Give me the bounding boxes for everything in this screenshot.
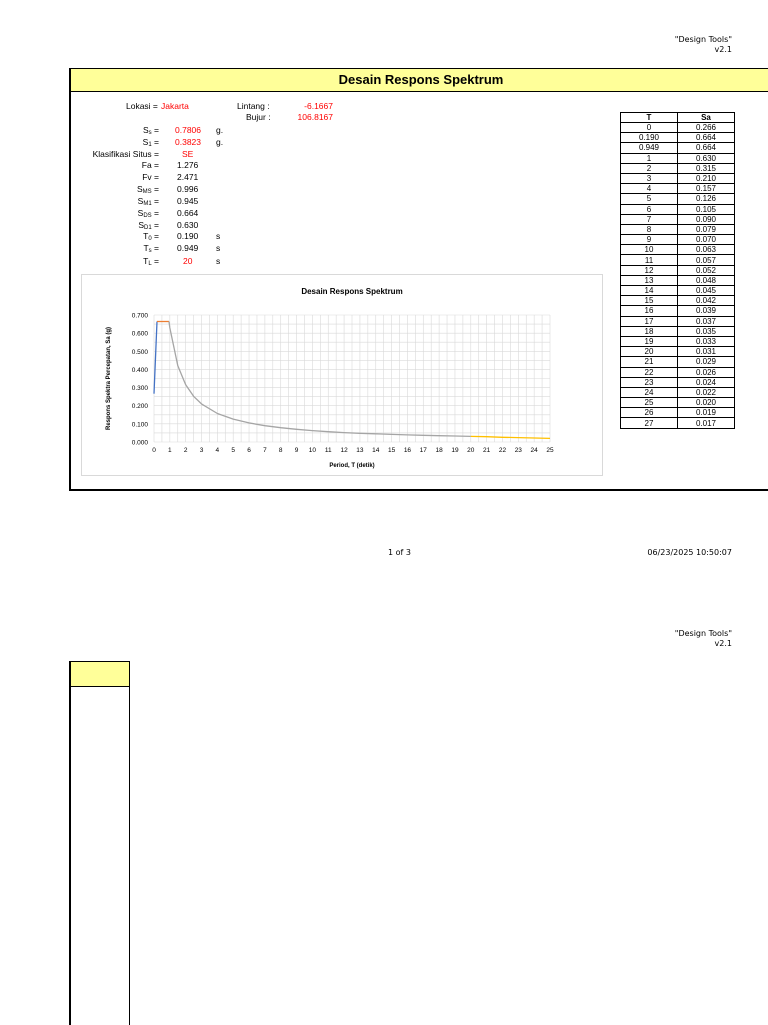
x-tick-label: 18: [435, 447, 443, 454]
table-cell-t: 14: [621, 286, 678, 296]
table-row: [621, 398, 735, 408]
table-row: [621, 296, 735, 306]
table-cell-sa: 0.664: [678, 133, 735, 143]
sds-label: $S_{DS}$ =: [137, 208, 159, 219]
x-tick-label: 8: [278, 447, 283, 454]
x-tick-label: 4: [215, 447, 220, 454]
table-cell-t: 26: [621, 408, 678, 418]
table-cell-sa: 0.063: [678, 245, 735, 255]
table-row: [621, 173, 735, 183]
s1-label: $S_1$ =: [142, 137, 159, 148]
table-cell-sa: 0.033: [678, 336, 735, 346]
table-row: [621, 326, 735, 336]
lintang-label: Lintang :: [237, 101, 270, 111]
table-cell-sa: 0.017: [678, 418, 735, 428]
chart-svg: [82, 275, 602, 475]
table-cell-t: 6: [621, 204, 678, 214]
table-cell-t: 17: [621, 316, 678, 326]
table-cell-sa: 0.029: [678, 357, 735, 367]
lokasi-label: Lokasi =: [126, 101, 158, 111]
page2-sheet-frame: [69, 661, 130, 1025]
table-cell-sa: 0.039: [678, 306, 735, 316]
y-tick-label: 0.300: [131, 385, 148, 393]
site-class-value: SE: [182, 149, 194, 159]
t-sa-table: [620, 112, 735, 429]
table-body: [621, 123, 735, 429]
x-tick-label: 23: [514, 447, 522, 454]
table-cell-t: 10: [621, 245, 678, 255]
table-cell-t: 0.190: [621, 133, 678, 143]
table-cell-t: 5: [621, 194, 678, 204]
ss-unit: g.: [216, 125, 224, 135]
table-cell-sa: 0.630: [678, 153, 735, 163]
table-header-sa: Sa: [678, 113, 735, 123]
sds-value: 0.664: [177, 208, 199, 218]
header-app-name: "Design Tools": [674, 35, 732, 44]
table-cell-sa: 0.315: [678, 163, 735, 173]
table-cell-sa: 0.057: [678, 255, 735, 265]
x-tick-label: 5: [231, 447, 236, 454]
table-cell-t: 19: [621, 336, 678, 346]
page2-header-version: v2.1: [714, 639, 732, 648]
table-cell-t: 15: [621, 296, 678, 306]
ss-label: $S_s$ =: [143, 125, 159, 136]
table-cell-sa: 0.210: [678, 173, 735, 183]
tl-unit: s: [216, 256, 221, 266]
table-cell-t: 24: [621, 387, 678, 397]
table-cell-sa: 0.026: [678, 367, 735, 377]
table-cell-t: 21: [621, 357, 678, 367]
table-cell-t: 13: [621, 275, 678, 285]
tl-value: 20: [183, 256, 193, 266]
table-header-t: T: [621, 113, 678, 123]
series-line-3: [169, 322, 471, 437]
fa-value: 1.276: [177, 160, 199, 170]
table-row: [621, 316, 735, 326]
print-datetime: 06/23/2025 10:50:07: [647, 548, 732, 557]
table-cell-t: 16: [621, 306, 678, 316]
bujur-value: 106.8167: [297, 112, 333, 122]
x-tick-label: 15: [387, 447, 396, 454]
bujur-label: Bujur :: [246, 112, 271, 122]
y-tick-label: 0.400: [131, 366, 148, 374]
sd1-label: $S_{D1}$ =: [138, 220, 159, 231]
ts-unit: s: [216, 243, 221, 253]
x-tick-label: 14: [372, 447, 380, 454]
fv-value: 2.471: [177, 172, 199, 182]
y-tick-label: 0.500: [131, 348, 148, 356]
table-row: [621, 214, 735, 224]
table-row: [621, 245, 735, 255]
table-cell-sa: 0.020: [678, 398, 735, 408]
x-tick-label: 11: [324, 447, 332, 454]
y-tick-label: 0.100: [131, 421, 148, 429]
x-axis-label: Period, T (detik): [329, 463, 375, 469]
table-cell-t: 3: [621, 173, 678, 183]
table-row: [621, 286, 735, 296]
table-row: [621, 255, 735, 265]
table-cell-t: 11: [621, 255, 678, 265]
page2-header-app-name: "Design Tools": [674, 629, 732, 638]
table-row: [621, 153, 735, 163]
t0-unit: s: [216, 231, 221, 241]
x-tick-label: 9: [294, 447, 299, 454]
table-cell-t: 4: [621, 184, 678, 194]
table-row: [621, 377, 735, 387]
table-row: [621, 408, 735, 418]
table-row: [621, 204, 735, 214]
table-row: [621, 163, 735, 173]
table-cell-t: 7: [621, 214, 678, 224]
x-tick-label: 10: [308, 447, 317, 454]
table-row: [621, 306, 735, 316]
fv-label: Fv =: [142, 172, 159, 182]
table-cell-t: 27: [621, 418, 678, 428]
table-row: [621, 123, 735, 133]
page-number: 1 of 3: [388, 548, 411, 557]
table-row: [621, 367, 735, 377]
page-title: Desain Respons Spektrum: [71, 69, 768, 92]
table-cell-t: 18: [621, 326, 678, 336]
sm1-value: 0.945: [177, 196, 199, 206]
x-tick-label: 17: [419, 447, 427, 454]
t0-label: $T_0$ =: [143, 231, 159, 242]
x-tick-label: 20: [467, 447, 475, 454]
table-row: [621, 194, 735, 204]
table-header-row: [621, 113, 735, 123]
table-row: [621, 418, 735, 428]
table-cell-sa: 0.052: [678, 265, 735, 275]
y-tick-label: 0.000: [131, 439, 148, 447]
table-row: [621, 224, 735, 234]
y-axis-label: Respons Spektra Percepatan, Sa (g): [106, 326, 112, 431]
table-cell-sa: 0.090: [678, 214, 735, 224]
sheet-frame: [69, 68, 768, 491]
table-cell-sa: 0.024: [678, 377, 735, 387]
x-tick-label: 19: [451, 447, 459, 454]
table-cell-t: 25: [621, 398, 678, 408]
table-cell-sa: 0.070: [678, 235, 735, 245]
table-cell-sa: 0.266: [678, 123, 735, 133]
table-row: [621, 275, 735, 285]
table-row: [621, 143, 735, 153]
sm1-label: $S_{M1}$ =: [137, 196, 159, 207]
header-version: v2.1: [714, 45, 732, 54]
table-cell-t: 23: [621, 377, 678, 387]
ts-value: 0.949: [177, 243, 199, 253]
table-cell-sa: 0.019: [678, 408, 735, 418]
table-cell-sa: 0.664: [678, 143, 735, 153]
table-cell-sa: 0.105: [678, 204, 735, 214]
table-cell-t: 0: [621, 123, 678, 133]
x-tick-label: 7: [263, 447, 267, 454]
sms-label: $S_{MS}$ =: [137, 184, 159, 195]
table-cell-t: 12: [621, 265, 678, 275]
s1-value: 0.3823: [175, 137, 201, 147]
table-cell-t: 2: [621, 163, 678, 173]
site-class-label: Klasifikasi Situs =: [92, 149, 159, 159]
y-tick-label: 0.200: [131, 403, 148, 411]
fa-label: Fa =: [141, 160, 159, 170]
table-row: [621, 357, 735, 367]
x-tick-label: 2: [183, 447, 188, 454]
page2-header: [675, 629, 732, 649]
table-cell-sa: 0.126: [678, 194, 735, 204]
table-row: [621, 133, 735, 143]
table-row: [621, 387, 735, 397]
lokasi-value: Jakarta: [161, 101, 189, 111]
table-cell-t: 20: [621, 347, 678, 357]
table-cell-sa: 0.042: [678, 296, 735, 306]
x-tick-label: 1: [168, 447, 172, 454]
table-cell-sa: 0.048: [678, 275, 735, 285]
x-tick-label: 16: [403, 447, 412, 454]
sms-value: 0.996: [177, 184, 199, 194]
page-header: [675, 35, 732, 55]
x-tick-label: 22: [498, 447, 507, 454]
x-tick-label: 12: [340, 447, 348, 454]
t0-value: 0.190: [177, 231, 199, 241]
table-cell-sa: 0.037: [678, 316, 735, 326]
table-cell-t: 9: [621, 235, 678, 245]
table-row: [621, 336, 735, 346]
table-cell-sa: 0.035: [678, 326, 735, 336]
x-tick-label: 6: [247, 447, 251, 454]
table-cell-sa: 0.022: [678, 387, 735, 397]
table-cell-t: 22: [621, 367, 678, 377]
series-line-1: [154, 322, 157, 394]
table-row: [621, 235, 735, 245]
table-cell-sa: 0.157: [678, 184, 735, 194]
table-cell-t: 8: [621, 224, 678, 234]
s1-unit: g.: [216, 137, 224, 147]
table-row: [621, 265, 735, 275]
x-tick-label: 25: [546, 447, 554, 454]
x-tick-label: 13: [356, 447, 364, 454]
lintang-value: -6.1667: [304, 101, 333, 111]
tl-label: $T_L$ =: [143, 256, 159, 267]
x-tick-label: 0: [152, 447, 156, 454]
table-row: [621, 347, 735, 357]
response-spectrum-chart: [81, 274, 603, 476]
table-cell-t: 0.949: [621, 143, 678, 153]
x-tick-label: 24: [530, 447, 538, 454]
x-tick-label: 3: [199, 447, 204, 454]
ss-value: 0.7806: [175, 125, 201, 135]
y-tick-label: 0.700: [131, 312, 148, 320]
table-cell-sa: 0.045: [678, 286, 735, 296]
table-row: [621, 184, 735, 194]
chart-title: Desain Respons Spektrum: [301, 287, 403, 296]
table-cell-sa: 0.079: [678, 224, 735, 234]
y-tick-label: 0.600: [131, 330, 148, 338]
table-cell-t: 1: [621, 153, 678, 163]
page2-title-bar: [71, 662, 129, 687]
x-tick-label: 21: [483, 447, 491, 454]
sd1-value: 0.630: [177, 220, 199, 230]
ts-label: $T_s$ =: [143, 243, 159, 254]
table-cell-sa: 0.031: [678, 347, 735, 357]
